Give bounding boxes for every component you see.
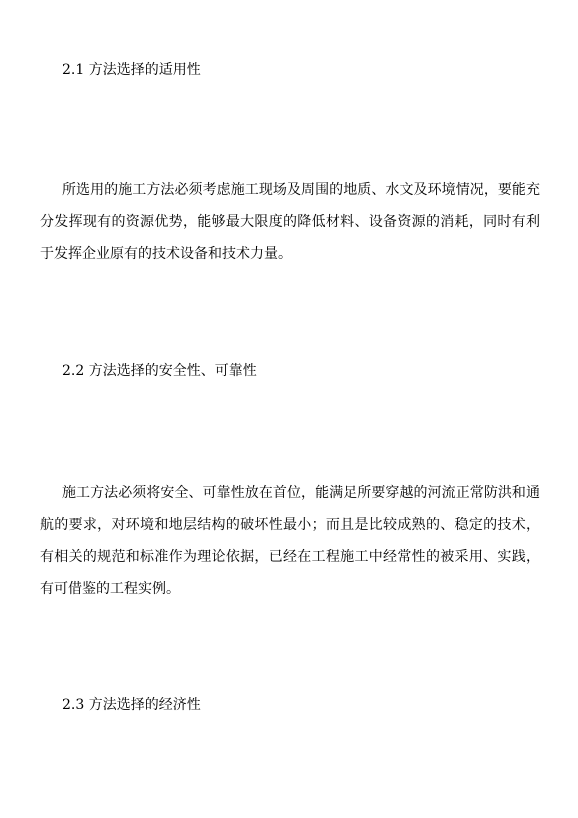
section-heading-2-3: 2.3 方法选择的经济性 — [62, 697, 201, 713]
paragraph-text: 所选用的施工方法必须考虑施工现场及周围的地质、水文及环境情况，要能充分发挥现有的资源优势，能够最大限度的降低材料、设备资源的消耗，同时有利于发挥企业原有的技术设备和技术力量。 — [40, 182, 540, 262]
section-heading-2-1: 2.1 方法选择的适用性 — [62, 62, 201, 78]
section-paragraph-2-2 — [40, 477, 540, 605]
paragraph-text: 施工方法必须将安全、可靠性放在首位，能满足所要穿越的河流正常防洪和通航的要求，对环境和地层结构的破坏性最小；而且是比较成熟的、稳定的技术，有相关的规范和标准作为理论依据，已经在工程施工中经常性的被采用、实践，有可借鉴的工程实例。 — [40, 485, 540, 597]
section-paragraph-2-1 — [40, 174, 540, 270]
section-heading-2-2: 2.2 方法选择的安全性、可靠性 — [62, 363, 257, 379]
